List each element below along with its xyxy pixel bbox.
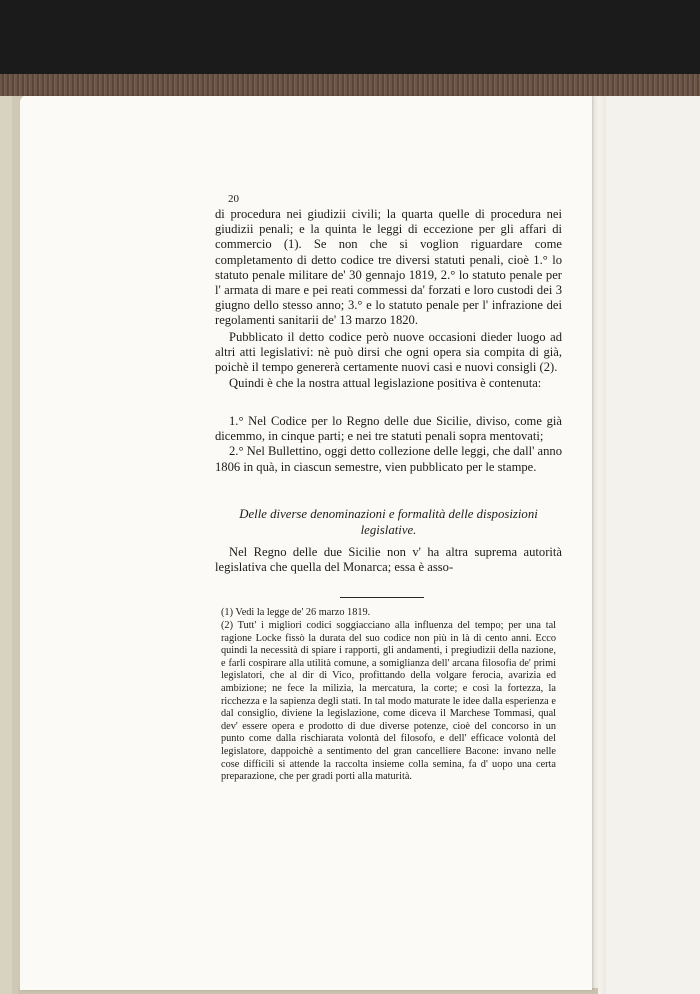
body-paragraph-3 (215, 414, 562, 475)
section-heading: Delle diverse denominazioni e formalità delle disposizioni legislative. (239, 507, 538, 537)
page-number: 20 (228, 193, 239, 205)
paragraph-text: Pubblicato il detto codice però nuove occasioni dieder luogo ad altri atti legislativi: nè può dirsi che ogni opera sia compita di già, poichè il tempo genererà certamente nuovi casi e nuovi consigli (2). (215, 330, 562, 375)
footnote-2: (2) Tutt' i migliori codici soggiacciano alla influenza del tempo; per una tal ragione Locke fissò la durata del suo codice non più in là di cento anni. Ecco quindi la necessità di spiare i rapporti, gli andamenti, i pregiudizii della nazione, e farli cospirare alla utilità comune, a somiglianza dell' arcana filosofia de' primi legislatori, che al dir di Vico, profittando della volgare ferocia, avarizia ed ambizione; ne fece la milizia, la mercatura, la corte; e così la fortezza, la ricchezza e la sapienza degli stati. In tal modo maturate le idee dalla esperienza e dal consiglio, diviene la legislazione, come diceva il Marchese Tommasi, qual dev' essere opera e prodotto di due diverse potenze, cioè del concorso in un punto come dalla rischiarata volontà del filosofo, e dell' efficace volontà del legislatore, dappoichè a sentimento del gran cancelliere Bacone: invano nelle cose difficili si attende la raccolta insieme colla semina, fa d' uopo una certa preparazione, che per gradi porti alla maturità. (221, 620, 556, 783)
section-paragraph (215, 545, 562, 575)
paragraph-text: Nel Regno delle due Sicilie non v' ha altra suprema autorità legislativa che quella del Monarca; essa è asso- (215, 545, 562, 575)
footnote-1: (1) Vedi la legge de' 26 marzo 1819. (221, 607, 371, 618)
book-cover-edge (0, 74, 700, 96)
paragraph-text: di procedura nei giudizii civili; la quarta quelle di procedura nei giudizii penali; e la quinta le leggi di eccezione per gli affari di commercio (1). Se non che si voglion riguardare come completamento di detto codice tre diversi statuti penali, cioè 1.° lo statuto penale militare de' 30 gennajo 1819, 2.° lo statuto penale per l' armata di mare e pei reati commessi da' forzati e loro custodi dei 3 giugno dello stesso anno; 3.° e lo statuto penale per l' infrazione dei regolamenti sanitarii de' 13 marzo 1820. (215, 207, 562, 328)
dark-background (0, 0, 700, 74)
list-item: 2.° Nel Bullettino, oggi detto collezione delle leggi, che dall' anno 1806 in quà, in ciascun semestre, vien pubblicato per le stampe. (215, 444, 562, 474)
footnote-divider (340, 597, 424, 598)
body-paragraph-2 (215, 330, 562, 391)
facing-page (606, 96, 700, 994)
body-paragraph-1 (215, 207, 562, 329)
list-item: 1.° Nel Codice per lo Regno delle due Sicilie, diviso, come già dicemmo, in cinque parti; e nei tre statuti penali sopra mentovati; (215, 414, 562, 444)
book-gutter (590, 96, 606, 994)
paragraph-text: Quindi è che la nostra attual legislazione positiva è contenuta: (229, 375, 542, 390)
